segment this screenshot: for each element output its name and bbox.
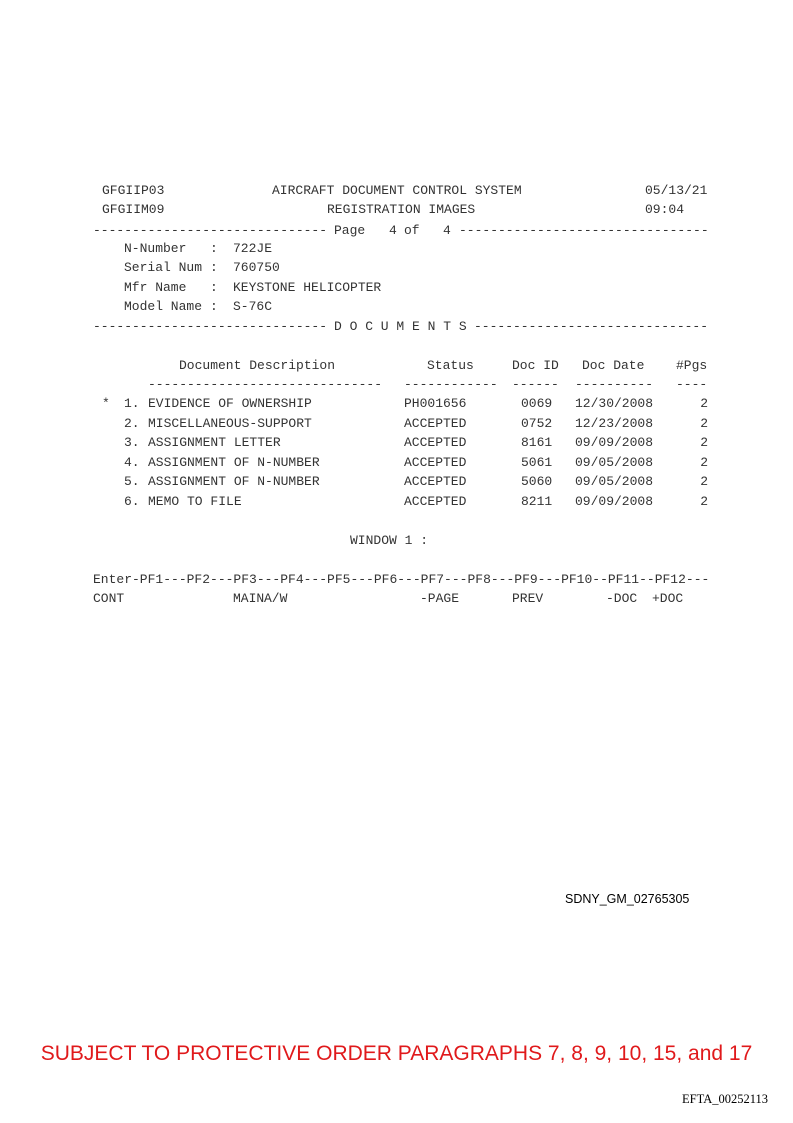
column-underline [148,377,382,393]
doc-pages: 2 [700,454,708,470]
n-number-label: N-Number [124,241,187,256]
doc-description: ASSIGNMENT OF N-NUMBER [148,454,320,470]
doc-status: ACCEPTED [404,493,467,509]
key-aw[interactable]: A/W [264,591,288,606]
doc-status: ACCEPTED [404,435,467,450]
doc-pages: 2 [700,435,708,450]
key-doc-back[interactable]: -DOC [606,591,638,606]
doc-status: ACCEPTED [404,474,467,489]
screen-title: REGISTRATION IMAGES [327,202,476,217]
doc-id: 8211 [521,493,553,509]
column-underline [404,377,498,393]
separator: : [210,260,218,275]
bates-stamp: SDNY_GM_02765305 [565,892,690,906]
page-label: Page [334,223,366,238]
mfr-label: Mfr Name [124,280,187,295]
doc-pages: 2 [700,396,708,411]
doc-date: 12/23/2008 [575,415,654,431]
doc-description: ASSIGNMENT LETTER [148,435,281,450]
serial-value: 760750 [233,260,280,275]
protective-order-notice: SUBJECT TO PROTECTIVE ORDER PARAGRAPHS 7, 8, 9, 10, 15, and 17 [40,1042,753,1065]
key-cont[interactable]: CONT [93,591,125,606]
column-underline [512,377,559,393]
separator: : [210,280,218,295]
row-number: 5. [124,474,140,489]
doc-description: MEMO TO FILE [148,493,242,509]
doc-id: 0069 [521,396,553,411]
key-prev[interactable]: PREV [512,591,544,606]
doc-id: 0752 [521,415,553,431]
doc-id: 8161 [521,435,553,450]
system-title: AIRCRAFT DOCUMENT CONTROL SYSTEM [272,183,522,198]
separator: : [210,299,218,314]
serial-label: Serial Num [124,260,203,275]
doc-id: 5060 [521,474,553,489]
col-header-doc-date: Doc Date [582,358,645,373]
model-label: Model Name [124,299,203,314]
divider [93,223,327,239]
screen-id: GFGIIM09 [102,202,165,217]
row-number: 2. [124,415,140,431]
window-label: WINDOW 1 : [350,533,429,548]
doc-date: 09/09/2008 [575,435,654,450]
doc-description: MISCELLANEOUS-SUPPORT [148,415,312,431]
doc-pages: 2 [700,474,708,489]
divider [93,319,327,335]
col-header-doc-id: Doc ID [512,358,559,373]
row-number: 6. [124,493,140,509]
key-doc-forward[interactable]: +DOC [652,591,684,606]
doc-id: 5061 [521,454,553,470]
header-date: 05/13/21 [645,183,708,198]
row-number: 3. [124,435,140,450]
divider [474,319,708,335]
doc-status: ACCEPTED [404,454,467,470]
col-header-status: Status [427,358,474,373]
n-number-value: 722JE [233,241,273,256]
efta-id: EFTA_00252113 [682,1092,769,1106]
doc-pages: 2 [700,493,708,509]
separator: : [210,241,218,256]
doc-date: 09/05/2008 [575,474,654,489]
column-underline [676,377,708,393]
function-key-line: Enter-PF1---PF2---PF3---PF4---PF5---PF6---PF7---PF8---PF9---PF10--PF11--PF12--- [93,572,710,587]
col-header-description: Document Description [179,358,336,373]
doc-date: 12/30/2008 [575,396,654,411]
row-number: 1. [124,396,140,411]
row-marker: * [102,396,110,411]
row-number: 4. [124,454,140,470]
key-main[interactable]: MAIN [233,591,265,606]
column-underline [575,377,654,393]
doc-description: EVIDENCE OF OWNERSHIP [148,396,312,411]
mfr-value: KEYSTONE HELICOPTER [233,280,382,295]
doc-status: PH001656 [404,396,467,411]
doc-description: ASSIGNMENT OF N-NUMBER [148,474,320,489]
header-time: 09:04 [645,202,685,217]
documents-heading: D O C U M E N T S [334,319,467,334]
page-of-label: of [404,223,420,238]
doc-date: 09/05/2008 [575,454,654,470]
key-page-back[interactable]: -PAGE [420,591,460,606]
doc-pages: 2 [700,415,708,431]
page-total: 4 [443,223,451,238]
divider [459,223,708,239]
page-current: 4 [389,223,397,238]
doc-date: 09/09/2008 [575,493,654,509]
doc-status: ACCEPTED [404,415,467,431]
program-id: GFGIIP03 [102,183,165,198]
model-value: S-76C [233,299,273,314]
col-header-pages: #Pgs [676,358,708,373]
